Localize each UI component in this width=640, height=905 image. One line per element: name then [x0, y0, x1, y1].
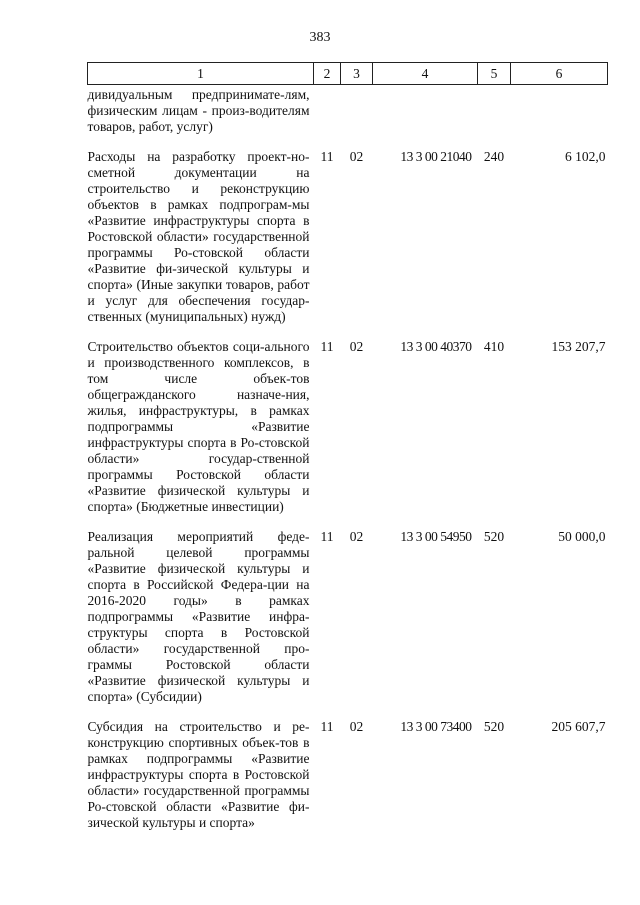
header-col-3: 3	[341, 63, 373, 85]
row-name: Субсидия на строительство и ре-конструкцию спортивных объек-тов в рамках подпрограммы «Развитие инфраструктуры спорта в Ростовской области» государственной программы Ро-стовской области «Развитие фи-зической культуры и спорта»	[87, 719, 310, 830]
page-number: 383	[309, 30, 331, 45]
row-expense-type: 410	[483, 339, 505, 354]
header-col-4: 4	[373, 63, 478, 85]
row-amount	[511, 85, 608, 144]
row-expense-type: 520	[483, 529, 505, 544]
header-col-5: 5	[478, 63, 511, 85]
row-section: 11	[320, 339, 334, 354]
row-expense-type: 240	[483, 149, 505, 164]
header-col-1: 1	[88, 63, 314, 85]
row-target-code: 13 3 00 54950	[400, 529, 472, 544]
row-name: Реализация мероприятий феде-ральной целевой программы «Развитие физической культуры и спорта в Российской Федера-ции на 2016-2020 годы» в рамках подпрограммы «Развитие инфра-структуры спорта в Ростовской области» государственной про-граммы Ростовской области «Развитие физической культуры и спорта» (Субсидии)	[87, 529, 310, 704]
row-target-code	[373, 85, 478, 144]
row-target-code: 13 3 00 21040	[400, 149, 472, 164]
row-section: 11	[320, 149, 334, 164]
header-col-6: 6	[511, 63, 608, 85]
row-amount: 153 207,7	[551, 339, 606, 354]
row-target-code: 13 3 00 40370	[400, 339, 472, 354]
table-row	[88, 713, 608, 839]
row-subsection: 02	[349, 339, 364, 354]
row-name: Строительство объектов соци-ального и производственного комплексов, в том числе объек-тов общегражданского назначе-ния, жилья, инфраструктуры, в рамках подпрограммы «Развитие инфраструктуры спорта в Ро-стовской области» государ-ственной программы Ростовской области «Развитие физической культуры и спорта» (Бюджетные инвестиции)	[87, 339, 310, 514]
row-target-code: 13 3 00 73400	[400, 719, 472, 734]
row-amount: 50 000,0	[558, 529, 606, 544]
row-section	[314, 85, 341, 144]
header-col-2: 2	[314, 63, 341, 85]
row-section: 11	[320, 529, 334, 544]
table-row	[88, 85, 608, 144]
row-name: дивидуальным предпринимате-лям, физическим лицам - произ-водителям товаров, работ, услуг)	[87, 87, 310, 134]
row-subsection	[341, 85, 373, 144]
row-subsection: 02	[349, 719, 364, 734]
table-row	[88, 333, 608, 523]
row-amount: 205 607,7	[551, 719, 606, 734]
table-header-row	[88, 63, 608, 85]
row-section: 11	[320, 719, 334, 734]
table-row	[88, 143, 608, 333]
row-expense-type: 520	[483, 719, 505, 734]
row-subsection: 02	[349, 529, 364, 544]
row-expense-type	[478, 85, 511, 144]
row-amount: 6 102,0	[565, 149, 606, 164]
table-row	[88, 523, 608, 713]
budget-table	[87, 62, 608, 839]
row-subsection: 02	[349, 149, 364, 164]
row-name: Расходы на разработку проект-но-сметной документации на строительство и реконструкцию объектов в рамках подпрограм-мы «Развитие инфраструктуры спорта в Ростовской области» государственной программы Ро-стовской области «Развитие фи-зической культуры и спорта» (Иные закупки товаров, работ и услуг для обеспечения государ-ственных (муниципальных) нужд)	[87, 149, 310, 324]
